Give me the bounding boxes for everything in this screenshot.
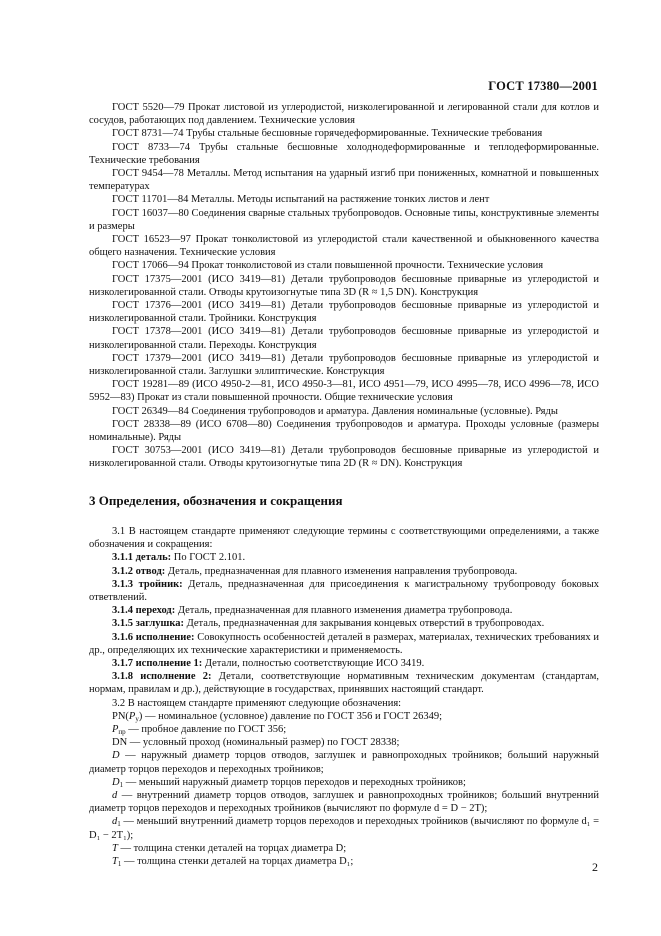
paragraph-3-1: 3.1 В настоящем стандарте применяют следующие термины с соответствующими определениями, а также обозначения и сокращения:: [89, 525, 599, 551]
symbol-d1: $d_1$ — меньший внутренний диаметр торцов переходов и переходных тройников (вычисляют по формуле d₁ = D₁ − 2T₁);: [89, 816, 599, 841]
definition-item: [89, 578, 599, 604]
document-code-header: ГОСТ 17380—2001: [488, 79, 598, 93]
symbol-T1: $T_1$ — толщина стенки деталей на торцах диаметра D₁;: [112, 855, 354, 868]
definition-item: [89, 631, 599, 657]
definition-term: 3.1.5 заглушка:: [112, 618, 184, 630]
reference-item: ГОСТ 11701—84 Металлы. Методы испытаний на растяжение тонких листов и лент: [112, 194, 490, 206]
symbol-ppr: $P_{пр}$ — пробное давление по ГОСТ 356;: [112, 723, 287, 736]
symbol-d: d — внутренний диаметр торцов отводов, заглушек и равнопроходных тройников; больший внутренний диаметр торцов переходов и переходных тройников (вычисляют по формуле d = D − 2T);: [89, 789, 599, 815]
definitions-list: [89, 551, 599, 696]
definition-item: [89, 565, 599, 578]
page-number: 2: [592, 860, 598, 874]
reference-item: ГОСТ 8733—74 Трубы стальные бесшовные холоднодеформированные и теплодеформированные. Технические требования: [89, 141, 599, 166]
definition-term: 3.1.2 отвод:: [112, 565, 166, 577]
definition-item: [89, 617, 599, 630]
definition-text: Деталь, предназначенная для плавного изменения диаметра трубопровода.: [175, 605, 513, 617]
reference-item: ГОСТ 17376—2001 (ИСО 3419—81) Детали трубопроводов бесшовные приварные из углеродистой и низколегированной стали. Тройники. Конструкция: [89, 300, 599, 325]
references-list: [89, 101, 599, 471]
reference-item: ГОСТ 5520—79 Прокат листовой из углеродистой, низколегированной и легированной стали для котлов и сосудов, работающих под давлением. Технические условия: [89, 102, 599, 127]
definition-text: Детали, соответствующие нормативным техническим документам (стандартам, нормам, правилам и др.), действующие в государствах, принявших настоящий стандарт.: [89, 671, 599, 696]
symbol-D1: $D_1$ — меньший наружный диаметр торцов переходов и переходных тройников;: [112, 776, 466, 789]
symbol-dn: DN — условный проход (номинальный размер) по ГОСТ 28338;: [112, 737, 400, 749]
definition-text: Деталь, предназначенная для закрывания концевых отверстий в трубопроводах.: [183, 618, 545, 630]
definition-text: Детали, полностью соответствующие ИСО 3419.: [202, 657, 425, 669]
reference-item: ГОСТ 16037—80 Соединения сварные стальных трубопроводов. Основные типы, конструктивные элементы и размеры: [89, 207, 599, 232]
symbol-D: D — наружный диаметр торцов отводов, заглушек и равнопроходных тройников; больший наружный диаметр торцов переходов и переходных тройников;: [89, 750, 599, 775]
definition-item: [89, 604, 599, 617]
reference-item: ГОСТ 17066—94 Прокат тонколистовой из стали повышенной прочности. Технические условия: [112, 260, 544, 272]
reference-item: ГОСТ 28338—89 (ИСО 6708—80) Соединения трубопроводов и арматура. Проходы условные (размеры номинальные). Ряды: [89, 418, 599, 444]
definition-term: 3.1.7 исполнение 1:: [112, 657, 203, 669]
reference-item: ГОСТ 16523—97 Прокат тонколистовой из углеродистой стали качественной и обыкновенного качества общего назначения. Технические условия: [89, 234, 599, 259]
definition-text: Деталь, предназначенная для плавного изменения направления трубопровода.: [165, 565, 518, 577]
definition-item: [89, 551, 599, 564]
paragraph-3-2: 3.2 В настоящем стандарте применяют следующие обозначения:: [112, 697, 402, 709]
definition-text: По ГОСТ 2.101.: [171, 552, 246, 564]
reference-item: ГОСТ 30753—2001 (ИСО 3419—81) Детали трубопроводов бесшовные приварные из углеродистой и низколегированной стали. Отводы крутоизогнутые типа 2D (R ≈ DN). Конструкция: [89, 445, 599, 470]
symbols-list: [89, 710, 599, 868]
reference-item: ГОСТ 17378—2001 (ИСО 3419—81) Детали трубопроводов бесшовные приварные из углеродистой и низколегированной стали. Переходы. Конструкция: [89, 326, 599, 351]
reference-item: ГОСТ 19281—89 (ИСО 4950-2—81, ИСО 4950-3—81, ИСО 4951—79, ИСО 4995—78, ИСО 4996—78, ИСО 5952—83) Прокат из стали повышенной прочности. Общие технические условия: [89, 379, 599, 404]
definition-term: 3.1.1 деталь:: [112, 552, 172, 564]
symbol-T: T — толщина стенки деталей на торцах диаметра D;: [112, 842, 347, 854]
section-title: 3 Определения, обозначения и сокращения: [89, 492, 343, 508]
definition-term: 3.1.8 исполнение 2:: [112, 671, 212, 683]
definition-item: [89, 657, 599, 670]
definition-text: Совокупность особенностей деталей в размерах, материалах, технических требованиях и др., определяющих их технические характеристики и применяемость.: [89, 631, 599, 656]
definition-text: Деталь, предназначенная для присоединения к магистральному трубопроводу боковых ответвлений.: [89, 578, 600, 603]
symbol-pn: $PN(P_у)$ — номинальное (условное) давление по ГОСТ 356 и ГОСТ 26349;: [112, 710, 442, 723]
reference-item: ГОСТ 17375—2001 (ИСО 3419—81) Детали трубопроводов бесшовные приварные из углеродистой и низколегированной стали. Отводы крутоизогнутые типа 3D (R ≈ 1,5 DN). Конструкция: [89, 273, 599, 298]
definition-term: 3.1.6 исполнение:: [112, 631, 195, 643]
reference-item: ГОСТ 8731—74 Трубы стальные бесшовные горячедеформированные. Технические требования: [112, 128, 543, 140]
reference-item: ГОСТ 26349—84 Соединения трубопроводов и арматура. Давления номинальные (условные). Ряды: [112, 405, 558, 417]
definition-item: [89, 670, 599, 696]
reference-item: ГОСТ 17379—2001 (ИСО 3419—81) Детали трубопроводов бесшовные приварные из углеродистой и низколегированной стали. Заглушки эллиптические. Конструкция: [89, 352, 599, 378]
page-body: [89, 101, 599, 868]
definition-term: 3.1.4 переход:: [112, 605, 176, 617]
definition-term: 3.1.3 тройник:: [112, 578, 183, 590]
reference-item: ГОСТ 9454—78 Металлы. Метод испытания на ударный изгиб при пониженных, комнатной и повышенных температурах: [89, 168, 599, 193]
